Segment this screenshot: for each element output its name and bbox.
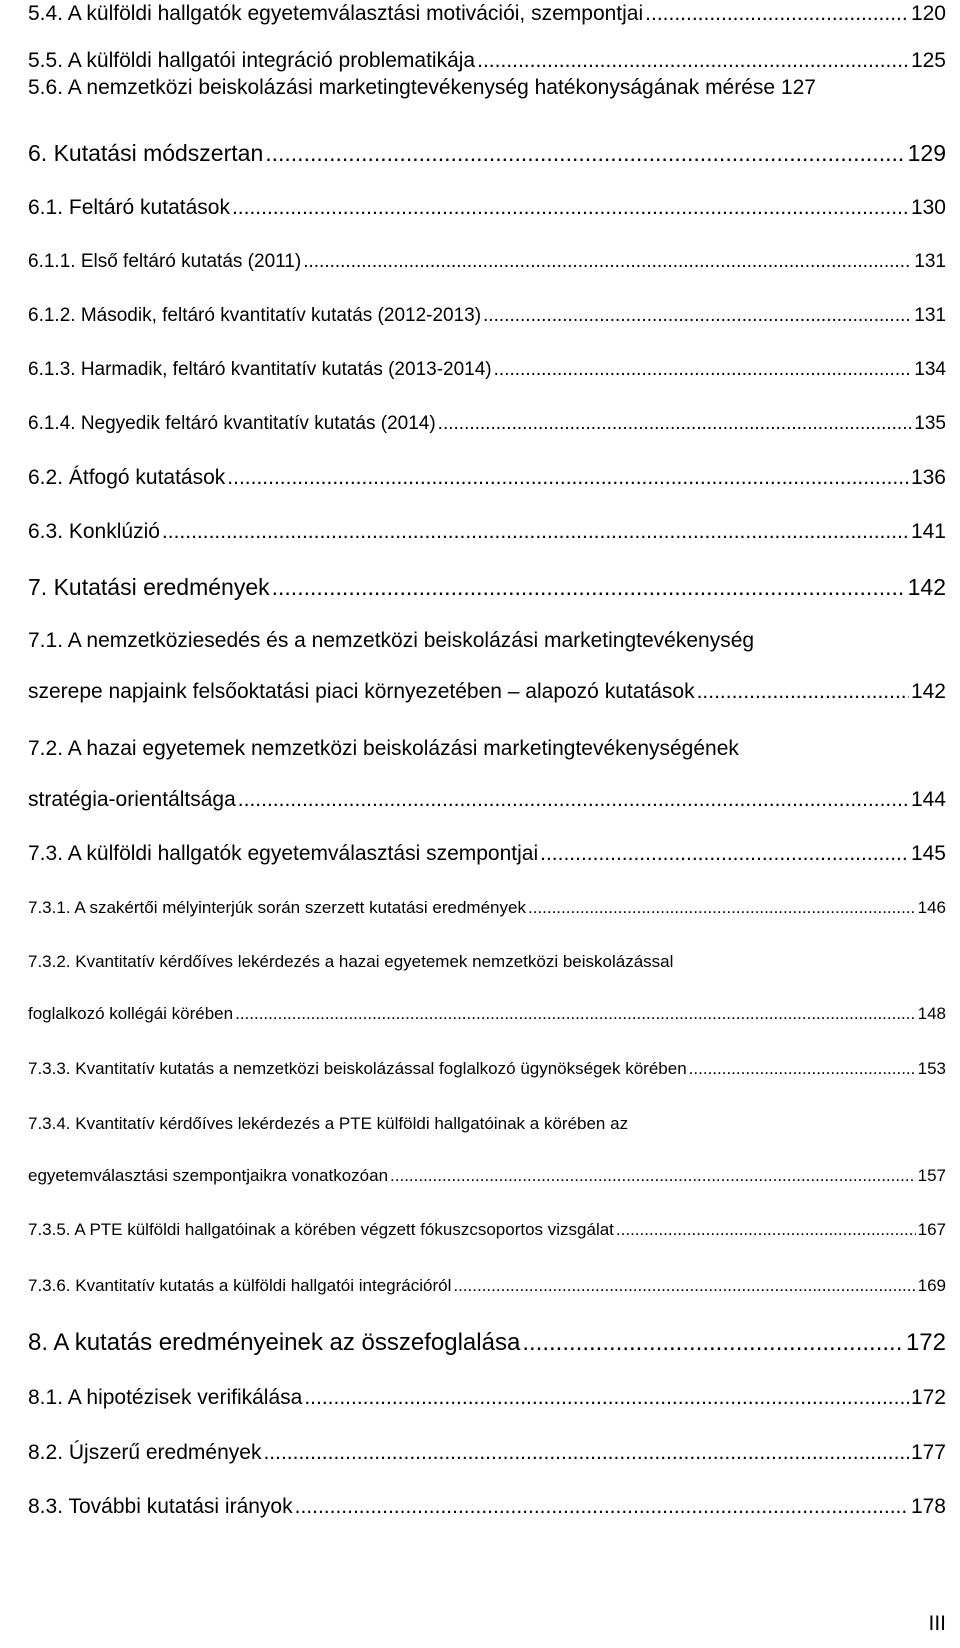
toc-entry-label: 6.1.4. Negyedik feltáró kvantitatív kutatás (2014) [28,413,436,434]
toc-entry-page: 153 [917,1059,946,1078]
toc-entry-page: 141 [910,520,946,543]
toc-entry-5-5 [28,49,946,73]
toc-entry-7-1 [28,680,946,704]
toc-entry-8-2 [28,1441,946,1465]
toc-leader-dots [645,2,909,26]
toc-leader-dots [689,1059,916,1079]
toc-leader-dots [272,574,906,601]
toc-entry-page: 146 [917,898,946,917]
toc-entry-6-1 [28,196,946,220]
toc-entry-label: 6.2. Átfogó kutatások [28,466,226,489]
toc-entry-label: foglalkozó kollégái körében [28,1004,234,1023]
toc-entry-7-2-line1: 7.2. A hazai egyetemek nemzetközi beiskolázási marketingtevékenységének [28,737,739,760]
toc-entry-page: 144 [910,788,946,811]
toc-entry-7-1-line1: 7.1. A nemzetköziesedés és a nemzetközi beiskolázási marketingtevékenység [28,629,755,652]
toc-entry-label: 6.1.2. Második, feltáró kvantitatív kutatás (2012-2013) [28,305,482,326]
toc-leader-dots [528,898,916,918]
toc-entry-page: 169 [917,1276,946,1295]
toc-leader-dots [522,1329,904,1357]
toc-entry-label: 7.3.1. A szakértői mélyinterjúk során szerzett kutatási eredmények [28,898,526,917]
toc-entry-page: 120 [910,2,946,25]
toc-leader-dots [304,1386,909,1410]
toc-entry-label: 5.5. A külföldi hallgatói integráció problematikája [28,49,476,72]
toc-entry-page: 142 [907,574,946,600]
toc-entry-label: 7.3. A külföldi hallgatók egyetemválasztási szempontjai [28,842,539,865]
toc-entry-label: 6. Kutatási módszertan [28,140,264,166]
toc-entry-label: 5.4. A külföldi hallgatók egyetemválasztási motivációi, szempontjai [28,2,644,25]
toc-leader-dots [295,1495,909,1519]
toc-entry-5-4 [28,2,946,26]
toc-entry-8-1 [28,1386,946,1410]
toc-leader-dots [477,49,909,73]
toc-leader-dots [263,1441,909,1465]
toc-entry-label: 7.3.5. A PTE külföldi hallgatóinak a körében végzett fókuszcsoportos vizsgálat [28,1220,614,1239]
toc-entry-page: 172 [905,1329,946,1356]
toc-entry-label: 7.3.6. Kvantitatív kutatás a külföldi hallgatói integrációról [28,1276,452,1295]
toc-entry-7-3-2 [28,1004,946,1024]
toc-leader-dots [265,140,905,167]
toc-leader-dots [616,1220,916,1240]
toc-leader-dots [390,1166,916,1186]
toc-entry-7 [28,574,946,601]
toc-leader-dots [235,1004,916,1024]
toc-entry-label: 6.1.3. Harmadik, feltáró kvantitatív kutatás (2013-2014) [28,359,492,380]
toc-entry-7-3-5 [28,1220,946,1240]
toc-entry-label: 8.1. A hipotézisek verifikálása [28,1386,303,1409]
toc-entry-page: 131 [914,305,946,326]
toc-entry-8 [28,1329,946,1357]
toc-entry-7-3-3 [28,1059,946,1079]
toc-entry-page: 157 [917,1166,946,1185]
toc-entry-label: 8.3. További kutatási irányok [28,1495,293,1518]
toc-entry-label: 7. Kutatási eredmények [28,574,270,600]
toc-leader-dots [483,305,912,327]
toc-entry-label: 6.1. Feltáró kutatások [28,196,230,219]
toc-leader-dots [438,413,913,435]
toc-leader-dots [494,359,913,381]
toc-entry-page: 136 [910,466,946,489]
toc-entry-label: stratégia-orientáltsága [28,788,236,811]
toc-entry-page: 135 [914,413,946,434]
toc-entry-6-3 [28,520,946,544]
toc-entry-7-3-6 [28,1276,946,1296]
toc-entry-6-1-2 [28,305,946,327]
toc-leader-dots [540,842,909,866]
toc-entry-label: szerepe napjaink felsőoktatási piaci környezetében – alapozó kutatások [28,680,695,703]
toc-entry-page: 131 [914,251,946,272]
toc-entry-5-6: 5.6. A nemzetközi beiskolázási marketingtevékenység hatékonyságának mérése 127 [28,76,816,99]
toc-entry-page: 177 [910,1441,946,1464]
toc-entry-page: 148 [917,1004,946,1023]
toc-entry-page: 129 [907,140,946,166]
toc-entry-page: 142 [910,680,946,703]
toc-entry-label: 8.2. Újszerű eredmények [28,1441,262,1464]
page-number: III [928,1612,946,1635]
toc-entry-6-1-1 [28,251,946,273]
toc-leader-dots [303,251,912,273]
toc-entry-7-3-1 [28,898,946,918]
toc-entry-6 [28,140,946,167]
toc-leader-dots [232,196,909,220]
toc-entry-7-2 [28,788,946,812]
toc-entry-7-3 [28,842,946,866]
toc-entry-7-3-4 [28,1166,946,1186]
toc-entry-label: 6.3. Konklúzió [28,520,160,543]
toc-entry-6-1-3 [28,359,946,381]
toc-entry-page: 172 [910,1386,946,1409]
toc-entry-page: 125 [910,49,946,72]
toc-leader-dots [238,788,909,812]
toc-entry-label: 6.1.1. Első feltáró kutatás (2011) [28,251,302,272]
toc-leader-dots [162,520,909,544]
toc-entry-page: 178 [910,1495,946,1518]
toc-leader-dots [453,1276,915,1296]
toc-entry-label: 8. A kutatás eredményeinek az összefoglalása [28,1329,521,1356]
toc-leader-dots [697,680,909,704]
toc-entry-page: 130 [910,196,946,219]
toc-leader-dots [227,466,909,490]
toc-entry-label: egyetemválasztási szempontjaikra vonatkozóan [28,1166,389,1185]
toc-entry-7-3-4-line1: 7.3.4. Kvantitatív kérdőíves lekérdezés a PTE külföldi hallgatóinak a körében az [28,1114,629,1133]
toc-entry-6-2 [28,466,946,490]
toc-entry-page: 167 [917,1220,946,1239]
toc-entry-page: 134 [914,359,946,380]
toc-entry-page: 145 [910,842,946,865]
toc-entry-7-3-2-line1: 7.3.2. Kvantitatív kérdőíves lekérdezés a hazai egyetemek nemzetközi beiskolázással [28,952,674,971]
toc-entry-6-1-4 [28,413,946,435]
toc-entry-label: 7.3.3. Kvantitatív kutatás a nemzetközi beiskolázással foglalkozó ügynökségek körében [28,1059,687,1078]
toc-entry-8-3 [28,1495,946,1519]
